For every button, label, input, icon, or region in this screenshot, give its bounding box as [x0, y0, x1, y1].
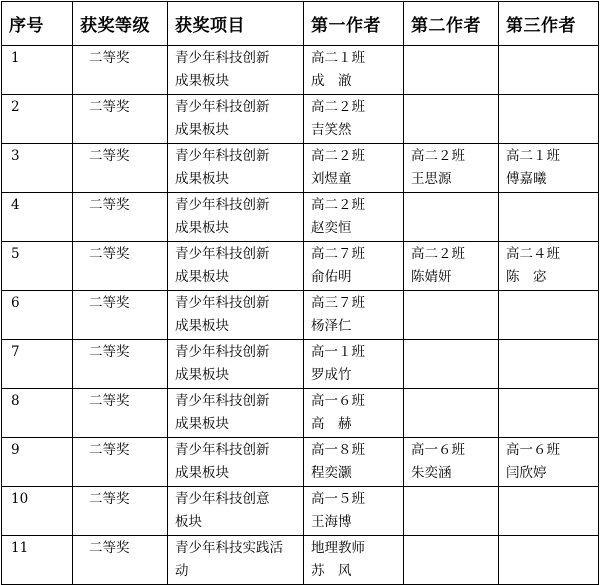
- first-author-line: 高一１班: [311, 344, 365, 360]
- table-row: [2, 487, 599, 536]
- table-row: [2, 144, 599, 193]
- award-project-line: 青少年科技创新: [175, 246, 270, 262]
- first-author-cell: [304, 242, 404, 291]
- award-project-line: 成果板块: [175, 122, 229, 138]
- third-author-line: 高一６班: [506, 442, 560, 458]
- award-project-cell: [168, 291, 304, 340]
- third-author-cell: [499, 242, 599, 291]
- award-project-cell: [168, 95, 304, 144]
- first-author-line: 高一８班: [311, 442, 365, 458]
- second-author-line: 陈婧妍: [411, 269, 452, 285]
- first-author-line: 刘煜童: [311, 171, 352, 187]
- award-level-cell: 二等奖: [73, 46, 168, 95]
- first-author-line: 俞佑明: [311, 269, 352, 285]
- second-author-line: 高一６班: [411, 442, 465, 458]
- first-author-line: 高二１班: [311, 50, 365, 66]
- award-level-cell: 二等奖: [73, 291, 168, 340]
- serial-number-cell: 3: [2, 144, 73, 193]
- award-level-cell: 二等奖: [73, 95, 168, 144]
- first-author-cell: [304, 46, 404, 95]
- award-level-cell: 二等奖: [73, 193, 168, 242]
- award-level-cell: 二等奖: [73, 242, 168, 291]
- award-project-line: 成果板块: [175, 171, 229, 187]
- award-project-line: 青少年科技创新: [175, 50, 270, 66]
- second-author-line: 朱奕涵: [411, 465, 452, 481]
- first-author-cell: [304, 193, 404, 242]
- first-author-line: 高二７班: [311, 246, 365, 262]
- award-project-line: 板块: [175, 514, 202, 530]
- award-project-cell: [168, 46, 304, 95]
- serial-number-cell: 7: [2, 340, 73, 389]
- serial-number-cell: 9: [2, 438, 73, 487]
- award-table: [1, 1, 599, 585]
- second-author-cell: [404, 487, 499, 536]
- second-author-cell: [404, 291, 499, 340]
- award-project-line: 成果板块: [175, 73, 229, 89]
- first-author-line: 高一６班: [311, 393, 365, 409]
- first-author-line: 成 澈: [311, 73, 352, 89]
- award-project-line: 成果板块: [175, 220, 229, 236]
- award-project-line: 青少年科技创新: [175, 393, 270, 409]
- table-row: [2, 438, 599, 487]
- table-row: [2, 46, 599, 95]
- first-author-line: 高 赫: [311, 416, 352, 432]
- first-author-cell: [304, 487, 404, 536]
- award-project-line: 成果板块: [175, 318, 229, 334]
- second-author-line: 高二２班: [411, 148, 465, 164]
- serial-number-cell: 6: [2, 291, 73, 340]
- second-author-cell: [404, 95, 499, 144]
- table-row: [2, 242, 599, 291]
- award-level-cell: 二等奖: [73, 340, 168, 389]
- first-author-line: 高二２班: [311, 197, 365, 213]
- award-project-cell: [168, 144, 304, 193]
- header-row: [2, 2, 599, 46]
- first-author-cell: [304, 438, 404, 487]
- second-author-cell: [404, 144, 499, 193]
- first-author-line: 罗成竹: [311, 367, 352, 383]
- first-author-line: 王海博: [311, 514, 352, 530]
- first-author-cell: [304, 291, 404, 340]
- award-project-line: 青少年科技创新: [175, 442, 270, 458]
- first-author-cell: [304, 536, 404, 585]
- second-author-cell: [404, 193, 499, 242]
- third-author-line: 闫欣婷: [506, 465, 547, 481]
- award-project-cell: [168, 242, 304, 291]
- header-first-author: 第一作者: [304, 2, 404, 46]
- award-project-cell: [168, 389, 304, 438]
- award-project-line: 青少年科技实践活: [175, 540, 283, 556]
- first-author-cell: [304, 340, 404, 389]
- award-project-cell: [168, 193, 304, 242]
- award-project-cell: [168, 340, 304, 389]
- table-row: [2, 389, 599, 438]
- third-author-cell: [499, 340, 599, 389]
- award-project-line: 成果板块: [175, 367, 229, 383]
- first-author-line: 吉笑然: [311, 122, 352, 138]
- serial-number-cell: 8: [2, 389, 73, 438]
- award-project-line: 青少年科技创意: [175, 491, 270, 507]
- award-project-line: 动: [175, 563, 189, 579]
- award-level-cell: 二等奖: [73, 487, 168, 536]
- award-level-cell: 二等奖: [73, 536, 168, 585]
- award-project-cell: [168, 438, 304, 487]
- second-author-cell: [404, 46, 499, 95]
- award-project-cell: [168, 487, 304, 536]
- serial-number-cell: 10: [2, 487, 73, 536]
- first-author-cell: [304, 389, 404, 438]
- table-row: [2, 95, 599, 144]
- first-author-line: 高二２班: [311, 148, 365, 164]
- first-author-line: 赵奕恒: [311, 220, 352, 236]
- second-author-cell: [404, 242, 499, 291]
- first-author-line: 杨泽仁: [311, 318, 352, 334]
- table-row: [2, 536, 599, 585]
- award-project-cell: [168, 536, 304, 585]
- second-author-cell: [404, 340, 499, 389]
- first-author-line: 高二２班: [311, 99, 365, 115]
- header-second-author: 第二作者: [404, 2, 499, 46]
- third-author-cell: [499, 438, 599, 487]
- third-author-cell: [499, 46, 599, 95]
- award-project-line: 成果板块: [175, 269, 229, 285]
- first-author-line: 高一５班: [311, 491, 365, 507]
- award-project-line: 青少年科技创新: [175, 197, 270, 213]
- header-third-author: 第三作者: [499, 2, 599, 46]
- award-project-line: 青少年科技创新: [175, 148, 270, 164]
- first-author-line: 地理教师: [311, 540, 365, 556]
- third-author-line: 陈 宓: [506, 269, 547, 285]
- second-author-cell: [404, 536, 499, 585]
- second-author-line: 王思源: [411, 171, 452, 187]
- header-award-level: 获奖等级: [73, 2, 168, 46]
- third-author-line: 高二４班: [506, 246, 560, 262]
- first-author-line: 苏 风: [311, 563, 352, 579]
- second-author-cell: [404, 438, 499, 487]
- third-author-line: 高二１班: [506, 148, 560, 164]
- serial-number-cell: 5: [2, 242, 73, 291]
- serial-number-cell: 2: [2, 95, 73, 144]
- table-row: [2, 193, 599, 242]
- third-author-cell: [499, 291, 599, 340]
- award-project-line: 青少年科技创新: [175, 295, 270, 311]
- header-award-project: 获奖项目: [168, 2, 304, 46]
- second-author-line: 高二２班: [411, 246, 465, 262]
- award-level-cell: 二等奖: [73, 144, 168, 193]
- first-author-cell: [304, 95, 404, 144]
- header-serial-number: 序号: [2, 2, 73, 46]
- award-project-line: 成果板块: [175, 416, 229, 432]
- third-author-line: 傅嘉曦: [506, 171, 547, 187]
- second-author-cell: [404, 389, 499, 438]
- third-author-cell: [499, 536, 599, 585]
- third-author-cell: [499, 389, 599, 438]
- third-author-cell: [499, 95, 599, 144]
- table-row: [2, 291, 599, 340]
- third-author-cell: [499, 487, 599, 536]
- first-author-line: 程奕灏: [311, 465, 352, 481]
- third-author-cell: [499, 144, 599, 193]
- first-author-line: 高三７班: [311, 295, 365, 311]
- award-project-line: 成果板块: [175, 465, 229, 481]
- award-level-cell: 二等奖: [73, 389, 168, 438]
- serial-number-cell: 1: [2, 46, 73, 95]
- first-author-cell: [304, 144, 404, 193]
- serial-number-cell: 11: [2, 536, 73, 585]
- award-project-line: 青少年科技创新: [175, 99, 270, 115]
- third-author-cell: [499, 193, 599, 242]
- award-level-cell: 二等奖: [73, 438, 168, 487]
- award-project-line: 青少年科技创新: [175, 344, 270, 360]
- serial-number-cell: 4: [2, 193, 73, 242]
- table-row: [2, 340, 599, 389]
